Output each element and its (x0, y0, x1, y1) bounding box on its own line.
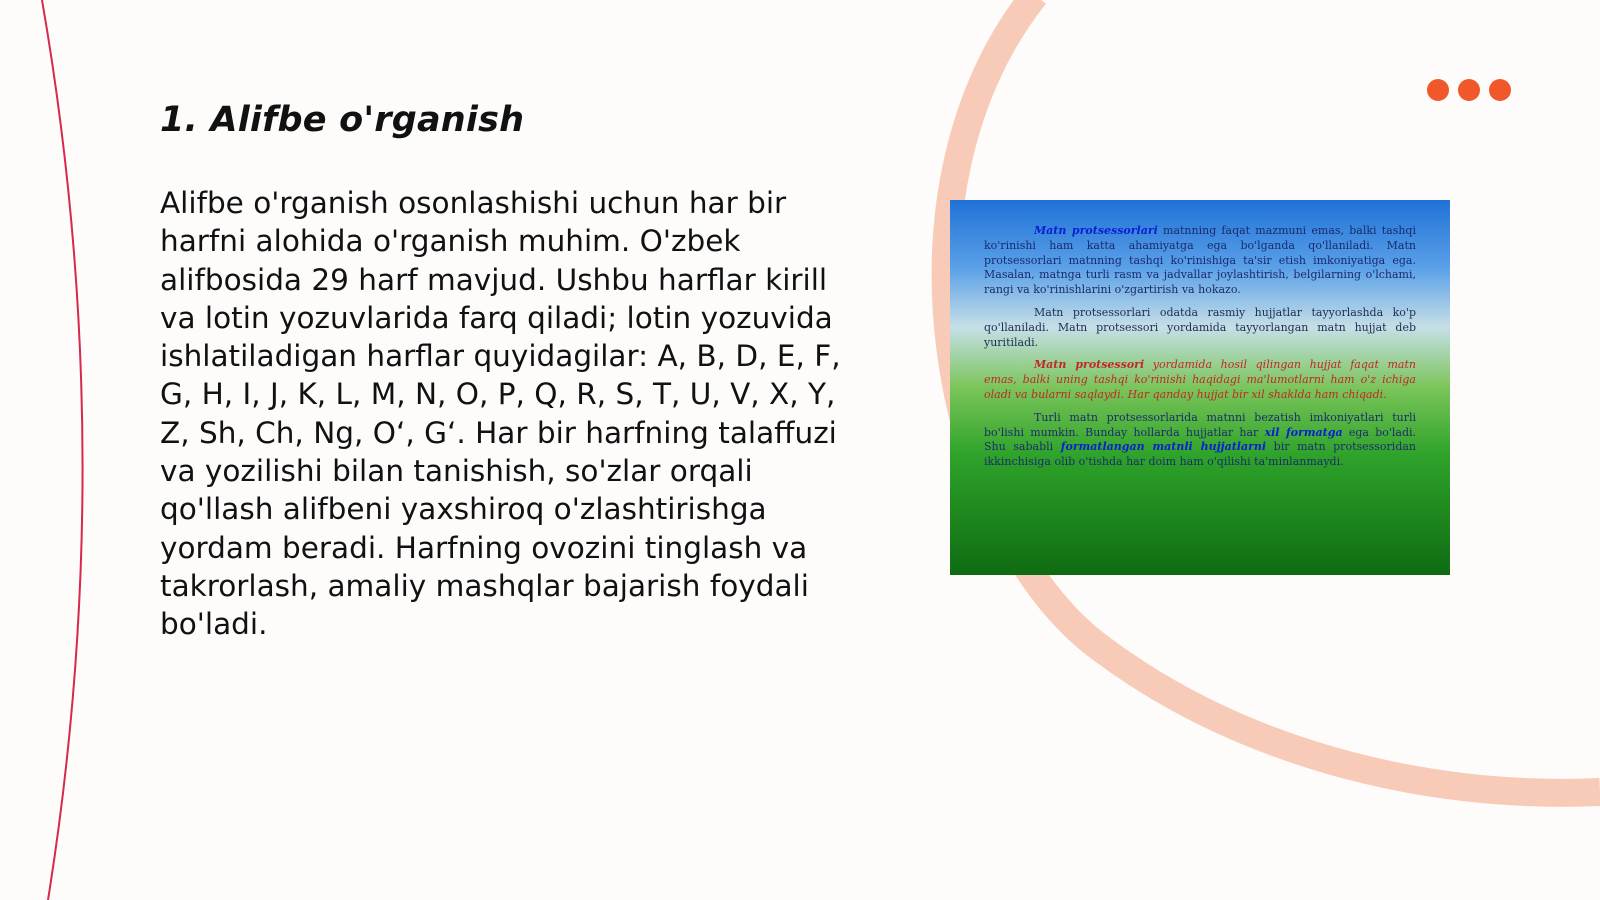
image-emphasis: formatlangan matnli hujjatlarni (1060, 440, 1267, 454)
image-paragraph-3 (984, 358, 1416, 402)
dot-icon (1427, 79, 1449, 101)
left-red-curve (42, 0, 83, 900)
slide-title: 1. Alifbe o'rganish (160, 100, 525, 140)
image-text: bir matn protsessoridan ikkinchisiga olib o'tishda har doim ham o'qilishi ta'minlanmaydi. (984, 440, 1417, 469)
slide-body-text: Alifbe o'rganish osonlashishi uchun har bir harfni alohida o'rganish muhim. O'zbek alifbosida 29 harf mavjud. Ushbu harflar kirill va lotin yozuvlarida farq qiladi; lotin yozuvida ishlatiladigan harflar quyidagilar: A, B, D, E, F, G, H, I, J, K, L, M, N, O, P, Q, R, S, T, U, V, X, Y, Z, Sh, Ch, Ng, O‘, G‘. Har bir harfning talaffuzi va yozilishi bilan tanishish, so'zlar orqali qo'llash alifbeni yaxshiroq o'zlashtirishga yordam beradi. Harfning ovozini tinglash va takrorlash, amaliy mashqlar bajarish foydali bo'ladi. (160, 186, 841, 642)
image-text: yordamida hosil qilingan hujjat faqat matn emas, balki uning tashqi ko'rinishi haqidagi ma'lumotlarni ham o'z ichiga oladi va bularni saqlaydi. Har qanday hujjat bir xil shaklda ham chiqadi. (984, 358, 1416, 401)
image-paragraph-2: Matn protsessorlari odatda rasmiy hujjatlar tayyorlashda ko'p qo'llaniladi. Matn protsessori yordamida tayyorlangan matn hujjat deb yuritiladi. (984, 305, 1416, 349)
image-emphasis: Matn protsessori (1034, 358, 1145, 372)
image-emphasis: xil formatga (1264, 425, 1343, 439)
dot-icon (1489, 79, 1511, 101)
image-text: matnning faqat mazmuni emas, balki tashqi ko'rinishi ham katta ahamiyatga ega bo'lganda qo'llaniladi. Matn protsessorlari matnning tashqi ko'rinishiga ta'sir etish imkoniyatiga ega. Masalan, matnga turli rasm va jadvallar joylashtirish, belgilarning o'lchami, rangi va ko'rinishlarini o'zgartirish va hokazo. (984, 224, 1416, 297)
image-emphasis: Matn protsessorlari (1034, 224, 1158, 237)
image-text: Turli matn protsessorlarida matnni bezatish imkoniyatlari turli bo'lishi mumkin. Bunday hollarda hujjatlar har (984, 410, 1416, 439)
image-text: ega bo'ladi. Shu sababli (984, 425, 1417, 454)
image-paragraph-1 (984, 224, 1416, 298)
decorative-dots (1427, 79, 1511, 101)
image-paragraph-4 (984, 411, 1416, 470)
dot-icon (1458, 79, 1480, 101)
textbook-page-image (950, 200, 1450, 575)
